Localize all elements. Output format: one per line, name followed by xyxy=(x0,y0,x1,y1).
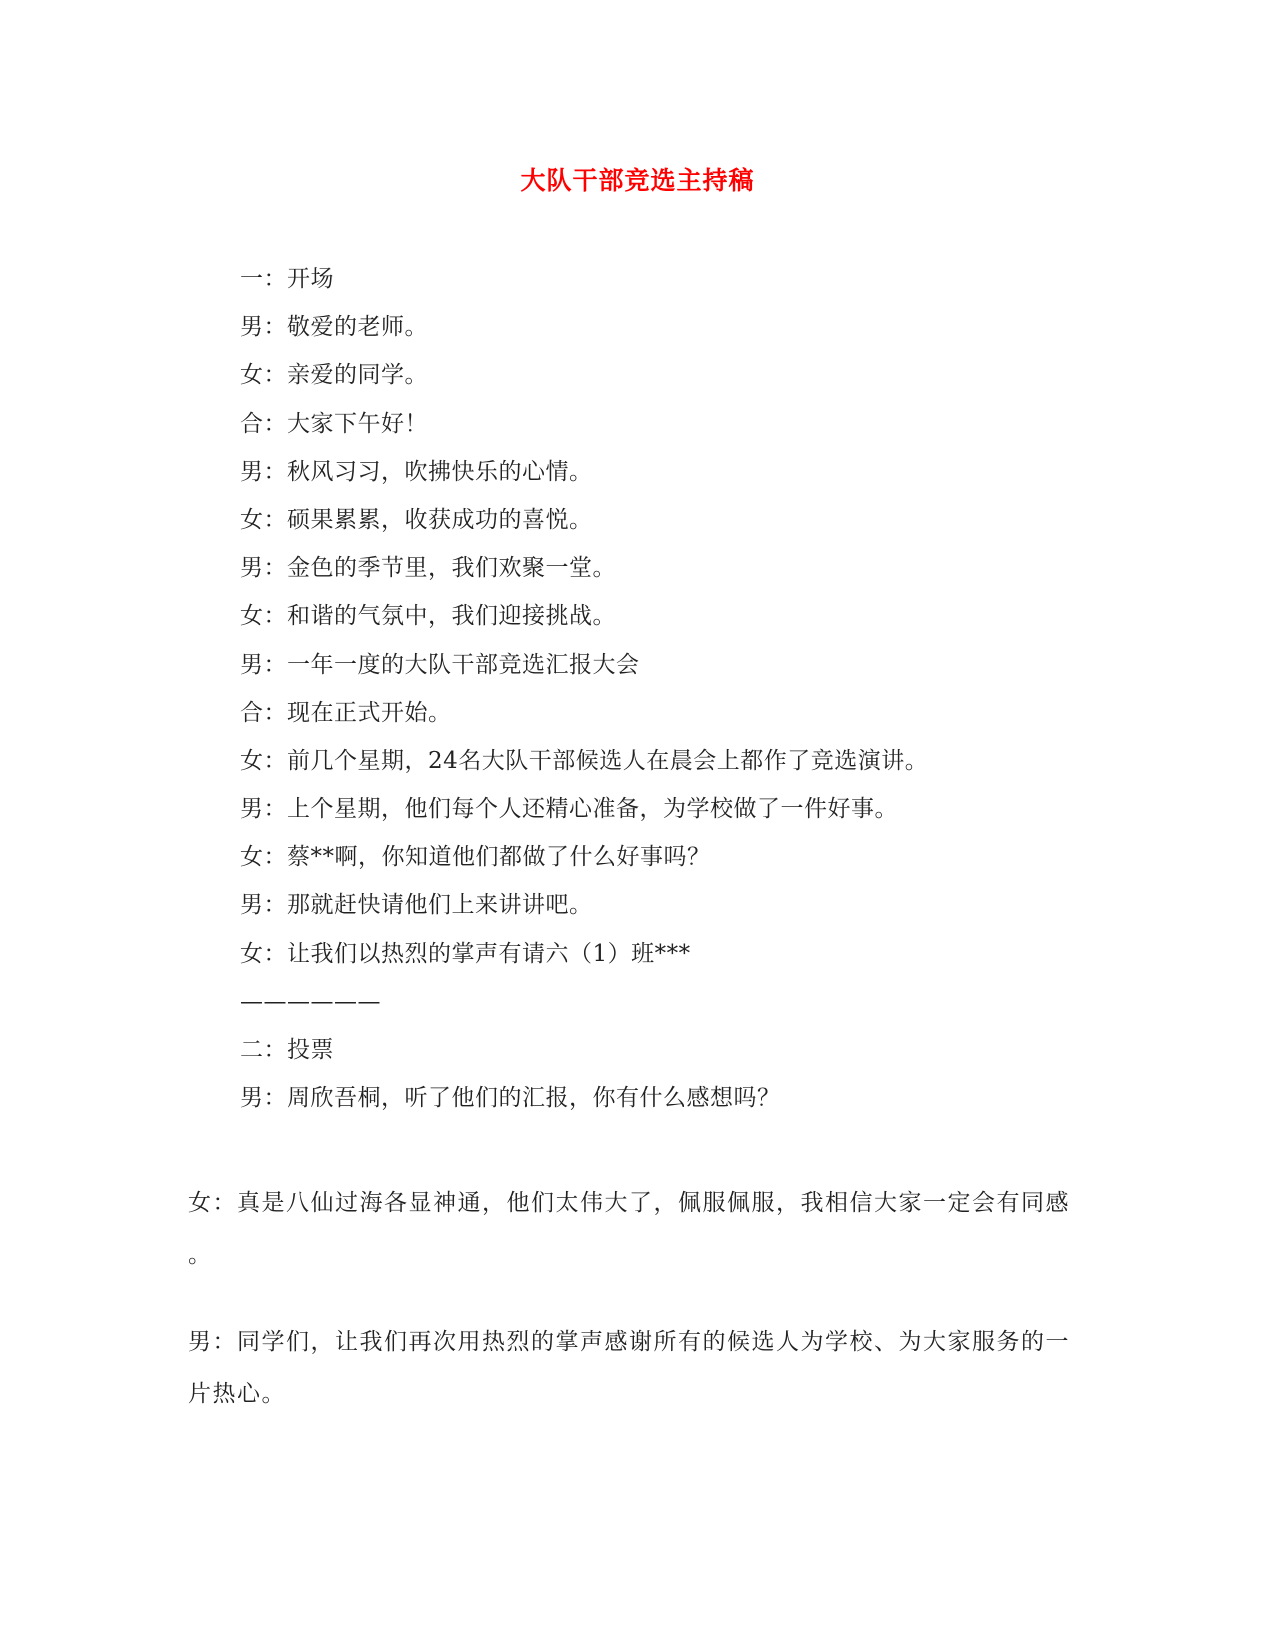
separator-line: —————— xyxy=(240,988,381,1015)
script-line: 男：一年一度的大队干部竞选汇报大会 xyxy=(240,651,640,678)
script-line: 合：大家下午好！ xyxy=(240,410,428,437)
script-line: 男：那就赶快请他们上来讲讲吧。 xyxy=(240,892,593,919)
script-line: 男：上个星期，他们每个人还精心准备，为学校做了一件好事。 xyxy=(240,796,898,823)
script-line: 男：周欣吾桐，听了他们的汇报，你有什么感想吗？ xyxy=(240,1085,781,1112)
script-line: 男：金色的季节里，我们欢聚一堂。 xyxy=(240,555,616,582)
script-line: 女：前几个星期，24名大队干部候选人在晨会上都作了竞选演讲。 xyxy=(240,747,929,774)
script-line: 女：硕果累累，收获成功的喜悦。 xyxy=(240,506,593,533)
paragraph-line: 。 xyxy=(188,1242,213,1268)
script-line: 女：亲爱的同学。 xyxy=(240,362,428,389)
script-line: 合：现在正式开始。 xyxy=(240,699,452,726)
document-title: 大队干部竞选主持稿 xyxy=(520,166,755,195)
paragraph xyxy=(188,1177,1088,1281)
script-line: 女：让我们以热烈的掌声有请六（1）班*** xyxy=(240,940,691,967)
script-line: 男：秋风习习，吹拂快乐的心情。 xyxy=(240,458,593,485)
script-line: 男：敬爱的老师。 xyxy=(240,314,428,341)
section-heading: 二：投票 xyxy=(240,1037,334,1063)
paragraph-line: 女：真是八仙过海各显神通，他们太伟大了，佩服佩服，我相信大家一定会有同感 xyxy=(188,1190,1070,1216)
script-line: 一：开场 xyxy=(240,266,334,292)
script-line: 女：和谐的气氛中，我们迎接挑战。 xyxy=(240,603,616,630)
script-line: 女：蔡**啊，你知道他们都做了什么好事吗？ xyxy=(240,844,711,871)
paragraph-line: 片热心。 xyxy=(188,1381,286,1407)
script-lines xyxy=(240,263,1140,1130)
paragraph xyxy=(188,1316,1088,1420)
paragraph-line: 男：同学们，让我们再次用热烈的掌声感谢所有的候选人为学校、为大家服务的一 xyxy=(188,1329,1070,1355)
